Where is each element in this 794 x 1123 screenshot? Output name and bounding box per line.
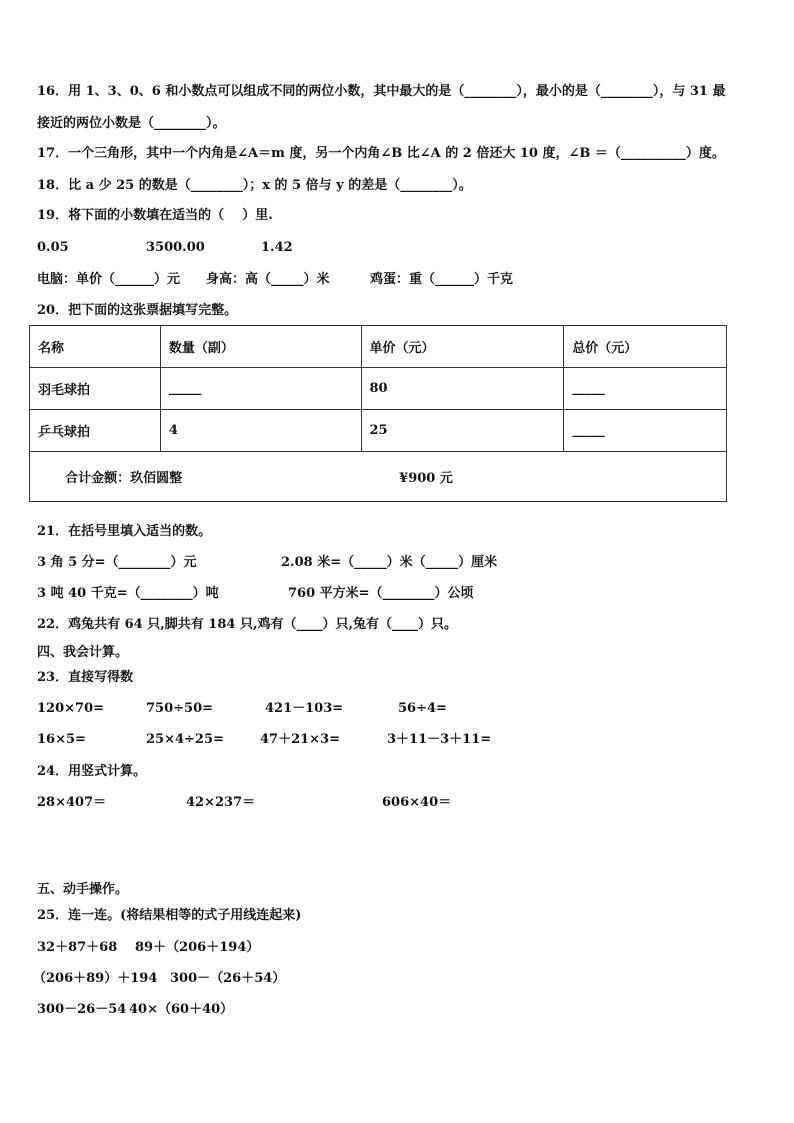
q20-title: 20．把下面的这张票据填写完整。 xyxy=(37,303,238,318)
q23-title: 23．直接写得数 xyxy=(37,670,134,685)
q25-left-expr: 32＋87＋68 xyxy=(37,940,118,955)
ticket-cell-name: 羽毛球拍 xyxy=(30,368,161,410)
ticket-total-cell xyxy=(30,452,727,502)
q23-expr: 25×4÷25= xyxy=(146,732,224,747)
q23-expr: 56÷4= xyxy=(398,701,447,716)
ticket-cell-unit-price: 25 xyxy=(361,410,564,452)
ticket-total-label: 合计金额：玖佰圆整 xyxy=(65,471,183,486)
table-row xyxy=(30,368,727,410)
ticket-cell-name: 乒乓球拍 xyxy=(30,410,161,452)
q24-item: 606×40＝ xyxy=(382,795,452,810)
q19-fill-egg: 鸡蛋：重（______）千克 xyxy=(370,272,514,287)
ticket-cell-total: _____ xyxy=(564,368,727,410)
ticket-total-row xyxy=(30,452,727,502)
q21-item-b: 2.08 米=（_____）米（_____）厘米 xyxy=(281,555,498,570)
q17: 17．一个三角形，其中一个内角是∠A＝m 度，另一个内角∠B 比∠A 的 2 倍还大 10 度，∠B ＝（__________）度。 xyxy=(37,146,725,161)
q16-line1: 16．用 1、3、0、6 和小数点可以组成不同的两位小数，其中最大的是（________），最小的是（________），与 31 最 xyxy=(37,84,726,99)
ticket-header-quantity: 数量（副） xyxy=(160,326,361,368)
ticket-table xyxy=(29,325,727,502)
q25-left-expr: 300－26－54 xyxy=(37,1002,127,1017)
q16-line2: 接近的两位小数是（________）。 xyxy=(37,116,226,131)
section-5-heading: 五、动手操作。 xyxy=(37,882,129,897)
q24-item: 42×237＝ xyxy=(186,795,256,810)
table-row xyxy=(30,410,727,452)
q19-value-3: 1.42 xyxy=(261,240,293,255)
q25-left-expr: （206＋89）＋194 xyxy=(33,971,158,986)
q19-title: 19．将下面的小数填在适当的（ ）里. xyxy=(37,208,273,223)
q21-item-a: 3 角 5 分=（________）元 xyxy=(37,555,197,570)
ticket-total-value: ¥900 元 xyxy=(399,471,453,486)
ticket-cell-total: _____ xyxy=(564,410,727,452)
section-4-heading: 四、我会计算。 xyxy=(37,645,129,660)
ticket-cell-quantity: _____ xyxy=(160,368,361,410)
q19-value-1: 0.05 xyxy=(37,240,69,255)
q18: 18．比 a 少 25 的数是（________）；x 的 5 倍与 y 的差是（________）。 xyxy=(37,178,472,193)
q21-title: 21．在括号里填入适当的数。 xyxy=(37,524,212,539)
q23-expr: 421－103= xyxy=(265,701,344,716)
q25-title: 25．连一连。(将结果相等的式子用线连起来) xyxy=(37,908,302,923)
q25-right-expr: 89＋（206＋194） xyxy=(135,940,260,955)
q25-right-expr: 300－（26＋54） xyxy=(170,971,286,986)
q23-expr: 750÷50= xyxy=(146,701,214,716)
ticket-header-row xyxy=(30,326,727,368)
q23-expr: 120×70= xyxy=(37,701,105,716)
q22: 22．鸡兔共有 64 只,脚共有 184 只,鸡有（____）只,兔有（____）只。 xyxy=(37,617,457,632)
q23-expr: 47＋21×3= xyxy=(260,732,341,747)
ticket-cell-unit-price: 80 xyxy=(361,368,564,410)
q21-item-c: 3 吨 40 千克=（________）吨 xyxy=(37,586,219,601)
q19-fill-computer: 电脑：单价（______）元 xyxy=(37,272,181,287)
q24-item: 28×407＝ xyxy=(37,795,107,810)
ticket-header-name: 名称 xyxy=(30,326,161,368)
ticket-header-unit-price: 单价（元） xyxy=(361,326,564,368)
ticket-cell-quantity: 4 xyxy=(160,410,361,452)
q23-expr: 3＋11－3＋11= xyxy=(387,732,492,747)
q19-fill-height: 身高：高（_____）米 xyxy=(206,272,330,287)
q21-item-d: 760 平方米=（________）公顷 xyxy=(288,586,474,601)
q24-title: 24．用竖式计算。 xyxy=(37,764,147,779)
q25-right-expr: 40×（60＋40） xyxy=(129,1002,234,1017)
ticket-header-total: 总价（元） xyxy=(564,326,727,368)
q23-expr: 16×5= xyxy=(37,732,86,747)
q19-value-2: 3500.00 xyxy=(146,240,205,255)
